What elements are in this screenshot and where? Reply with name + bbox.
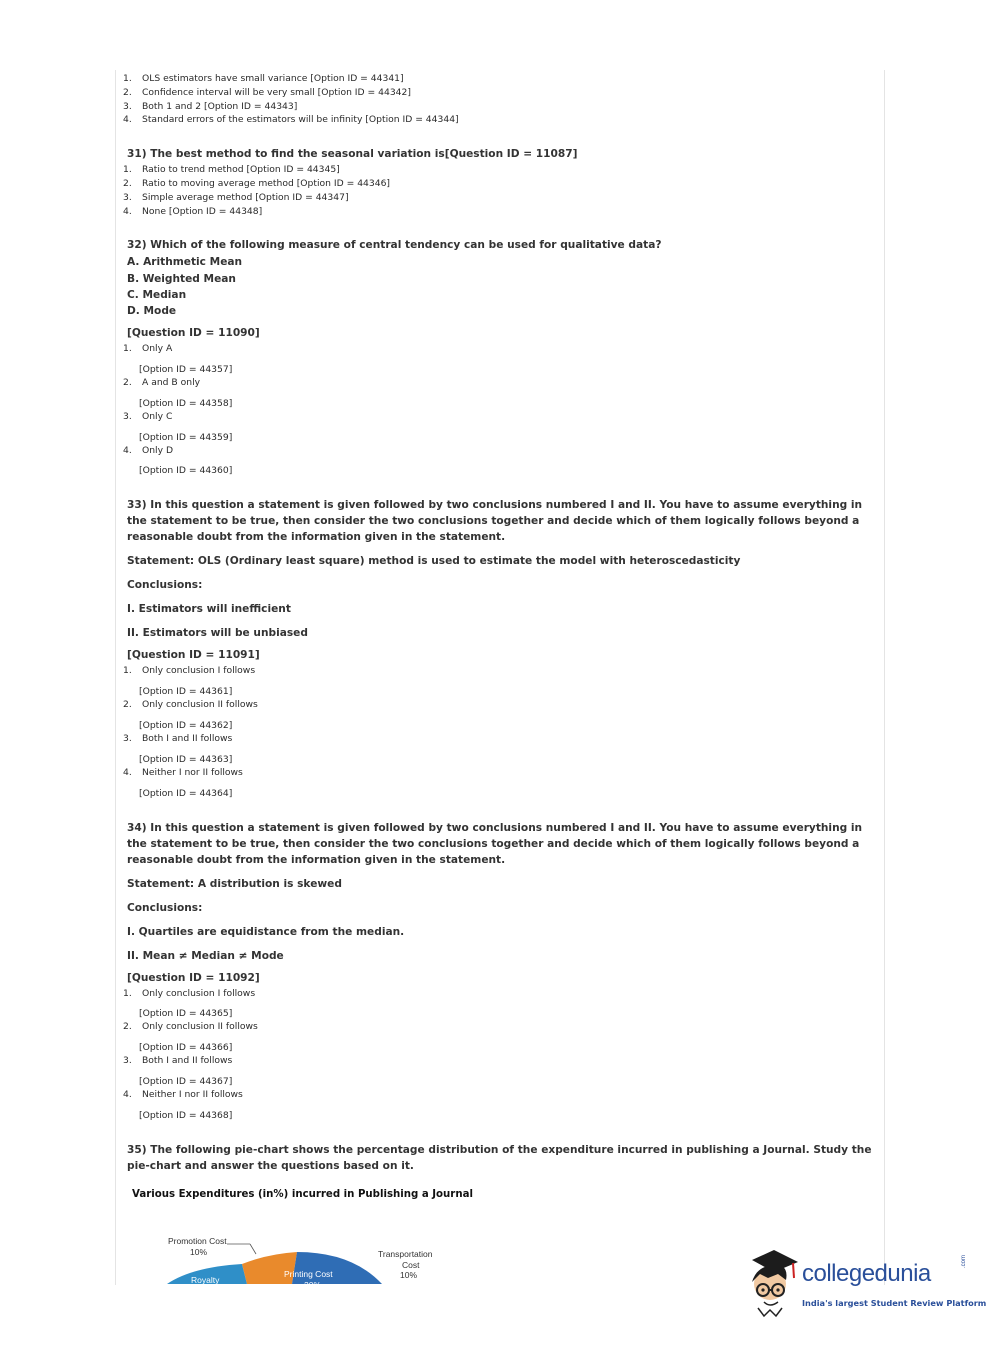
question-id: [Question ID = 11090] (127, 327, 260, 340)
option-id: [Option ID = 44357] (139, 363, 233, 375)
option-text: A and B only (142, 376, 201, 388)
conclusion-1: I. Estimators will inefficient (127, 603, 291, 616)
option-id: [Option ID = 44358] (139, 397, 233, 409)
statement: Statement: OLS (Ordinary least square) method is used to estimate the model with heteroscedasticity (127, 555, 741, 568)
option-number: 3. (123, 100, 132, 112)
option-number: 3. (123, 1055, 132, 1067)
option-text: Neither I nor II follows (142, 766, 243, 778)
option-text: Only conclusion II follows (142, 1021, 258, 1033)
label-printing: Printing Cost (284, 1269, 333, 1279)
q34-options (123, 987, 881, 1122)
option-text: Only conclusion I follows (142, 665, 256, 677)
option-id: [Option ID = 44359] (139, 431, 233, 443)
logo-name: collegedunia (802, 1260, 931, 1287)
option (123, 86, 881, 100)
option (123, 163, 881, 177)
option-number: 1. (123, 343, 132, 355)
option-text: Both 1 and 2 [Option ID = 44343] (142, 100, 298, 112)
pie-chart (132, 1232, 462, 1290)
option-number: 4. (123, 205, 132, 217)
page-border-left (115, 70, 116, 1285)
conclusion-2: II. Estimators will be unbiased (127, 627, 308, 640)
q32-title: 32) Which of the following measure of central tendency can be used for qualitative data? (127, 239, 662, 252)
label-transport-cost: Cost (402, 1260, 420, 1270)
q33-title: 33) In this question a statement is given followed by two conclusions numbered I and II. You have to assume everything in the statement to be true, then consider the two conclusions together and decide which of them logically follows beyond a reasonable doubt from the information given in the statement. (127, 499, 863, 544)
conclusion-1: I. Quartiles are equidistance from the median. (127, 925, 405, 938)
option-number: 3. (123, 732, 132, 744)
conclusion-2: II. Mean ≠ Median ≠ Mode (127, 949, 284, 962)
option-number: 1. (123, 73, 132, 84)
label-royalty: Royalty (191, 1275, 220, 1285)
option-number: 2. (123, 376, 132, 388)
label-transport-pct: 10% (400, 1270, 418, 1280)
q34-title: 34) In this question a statement is given followed by two conclusions numbered I and II. You have to assume everything in the statement to be true, then consider the two conclusions together and decide which of them logically follows beyond a reasonable doubt from the information given in the statement. (127, 821, 863, 866)
question-id: [Question ID = 11091] (127, 649, 260, 662)
collegedunia-logo[interactable] (738, 1246, 987, 1320)
slice-promotion (242, 1252, 297, 1284)
option-id: [Option ID = 44364] (139, 787, 233, 799)
q32-options (123, 342, 881, 477)
option-text: Only D (142, 444, 174, 456)
logo-suffix: .com (961, 1254, 967, 1268)
question-id: [Question ID = 11092] (127, 971, 260, 984)
option (123, 664, 881, 678)
option-number: 4. (123, 1088, 132, 1100)
option-id: [Option ID = 44368] (139, 1109, 233, 1121)
option (123, 191, 881, 205)
option-text: Confidence interval will be very small [Option ID = 44342] (142, 86, 411, 98)
option-number: 2. (123, 86, 132, 98)
statement: Statement: A distribution is skewed (127, 877, 342, 890)
option (123, 376, 881, 390)
q31-options (123, 163, 881, 218)
option (123, 342, 881, 356)
question-content (123, 72, 881, 1200)
option-text: None [Option ID = 44348] (142, 205, 263, 217)
option-text: Simple average method [Option ID = 44347] (142, 191, 349, 203)
label-promotion-pct: 10% (190, 1247, 208, 1257)
label-promotion: Promotion Cost (168, 1236, 227, 1246)
label-printing-pct: 20% (304, 1280, 322, 1290)
logo-tagline: India's largest Student Review Platform (802, 1298, 987, 1308)
q31-title: 31) The best method to find the seasonal variation is[Question ID = 11087] (127, 148, 578, 161)
option-number: 4. (123, 444, 132, 456)
option-id: [Option ID = 44362] (139, 719, 233, 731)
q35-title: 35) The following pie-chart shows the percentage distribution of the expenditure incurred in publishing a Journal. Study the pie-chart and answer the questions based on it. (127, 1143, 872, 1172)
option (123, 177, 881, 191)
option-text: Only conclusion I follows (142, 987, 256, 999)
label-transport: Transportation (378, 1249, 433, 1259)
option (123, 1054, 881, 1068)
choice-c: C. Median (127, 288, 187, 301)
option-number: 2. (123, 177, 132, 189)
option-text: Neither I nor II follows (142, 1088, 243, 1100)
option-text: Only C (142, 410, 173, 422)
option-id: [Option ID = 44361] (139, 686, 233, 698)
option (123, 732, 881, 746)
option-text: Only conclusion II follows (142, 699, 258, 711)
option-text: Both I and II follows (142, 1055, 233, 1067)
option-text: Ratio to moving average method [Option ID = 44346] (142, 177, 391, 189)
option-id: [Option ID = 44360] (139, 465, 233, 477)
option (123, 100, 881, 114)
option (123, 410, 881, 424)
option-number: 1. (123, 987, 132, 999)
option (123, 987, 881, 1001)
choice-b: B. Weighted Mean (127, 272, 236, 285)
option (123, 113, 881, 127)
option-text: Standard errors of the estimators will be infinity [Option ID = 44344] (142, 114, 459, 126)
option (123, 1088, 881, 1102)
option (123, 698, 881, 712)
option-id: [Option ID = 44367] (139, 1075, 233, 1087)
choice-d: D. Mode (127, 304, 177, 317)
option-number: 2. (123, 699, 132, 711)
option-number: 1. (123, 164, 132, 176)
option (123, 766, 881, 780)
option-id: [Option ID = 44363] (139, 753, 233, 765)
option-text: Both I and II follows (142, 732, 233, 744)
option (123, 205, 881, 219)
option-text: Ratio to trend method [Option ID = 44345] (142, 164, 340, 176)
chart-title: Various Expenditures (in%) incurred in Publishing a Journal (132, 1188, 473, 1200)
option-number: 3. (123, 191, 132, 203)
mascot-icon (738, 1246, 802, 1320)
option-text: OLS estimators have small variance [Option ID = 44341] (142, 73, 404, 84)
option-number: 2. (123, 1021, 132, 1033)
option-id: [Option ID = 44366] (139, 1042, 233, 1054)
pie-chart-svg (132, 1232, 462, 1290)
q33-options (123, 664, 881, 799)
option (123, 72, 881, 86)
option-id: [Option ID = 44365] (139, 1008, 233, 1020)
promotion-leader (250, 1244, 256, 1254)
option (123, 1020, 881, 1034)
q30-options (123, 72, 881, 127)
option-number: 3. (123, 410, 132, 422)
page-border-right (884, 70, 885, 1285)
option-number: 4. (123, 766, 132, 778)
conclusions-label: Conclusions: (127, 901, 203, 914)
option-number: 4. (123, 114, 132, 126)
option (123, 444, 881, 458)
choice-a: A. Arithmetic Mean (127, 256, 243, 269)
option-number: 1. (123, 665, 132, 677)
option-text: Only A (142, 343, 173, 355)
conclusions-label: Conclusions: (127, 579, 203, 592)
